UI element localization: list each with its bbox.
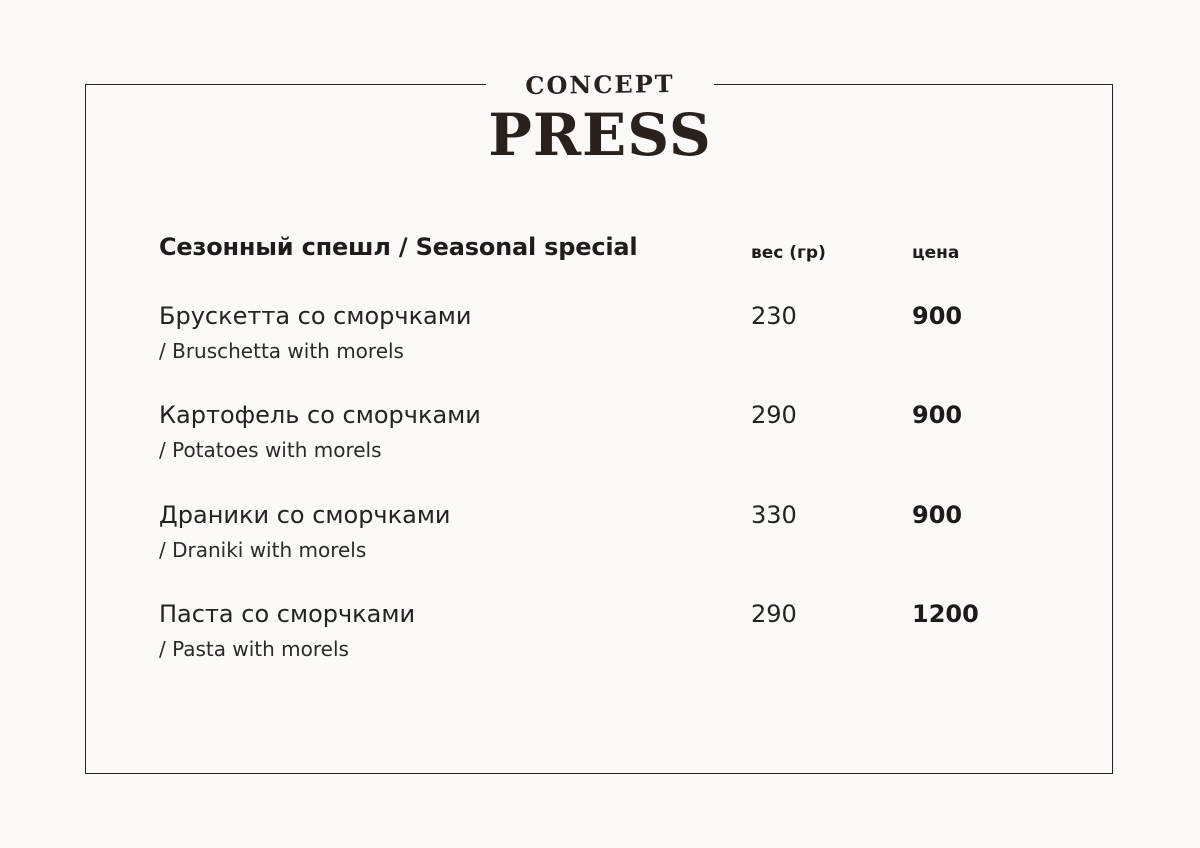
section-title: Сезонный спешл / Seasonal special [159,233,638,261]
item-weight: 290 [751,600,797,628]
brand-logo [486,60,714,180]
item-price: 900 [912,401,963,429]
item-weight: 290 [751,401,797,429]
item-name-ru: Брускетта со сморчками [159,302,472,330]
item-name-ru: Картофель со сморчками [159,401,481,429]
item-price: 900 [912,302,963,330]
item-price: 1200 [912,600,979,628]
item-name-ru: Драники со сморчками [159,501,451,529]
item-name-en: / Draniki with morels [159,538,367,562]
brand-main-text: PRESS [488,101,712,169]
menu-item [159,302,1059,372]
menu-item [159,501,1059,571]
item-name-en: / Bruschetta with morels [159,339,404,363]
weight-column-header: вес (гр) [751,243,826,263]
brand-top-text: CONCEPT [525,68,675,101]
item-weight: 330 [751,501,797,529]
item-price: 900 [912,501,963,529]
item-name-en: / Pasta with morels [159,637,349,661]
price-column-header: цена [912,243,960,263]
item-name-ru: Паста со сморчками [159,600,416,628]
menu-item [159,401,1059,471]
menu-item [159,600,1059,670]
item-weight: 230 [751,302,797,330]
item-name-en: / Potatoes with morels [159,438,382,462]
